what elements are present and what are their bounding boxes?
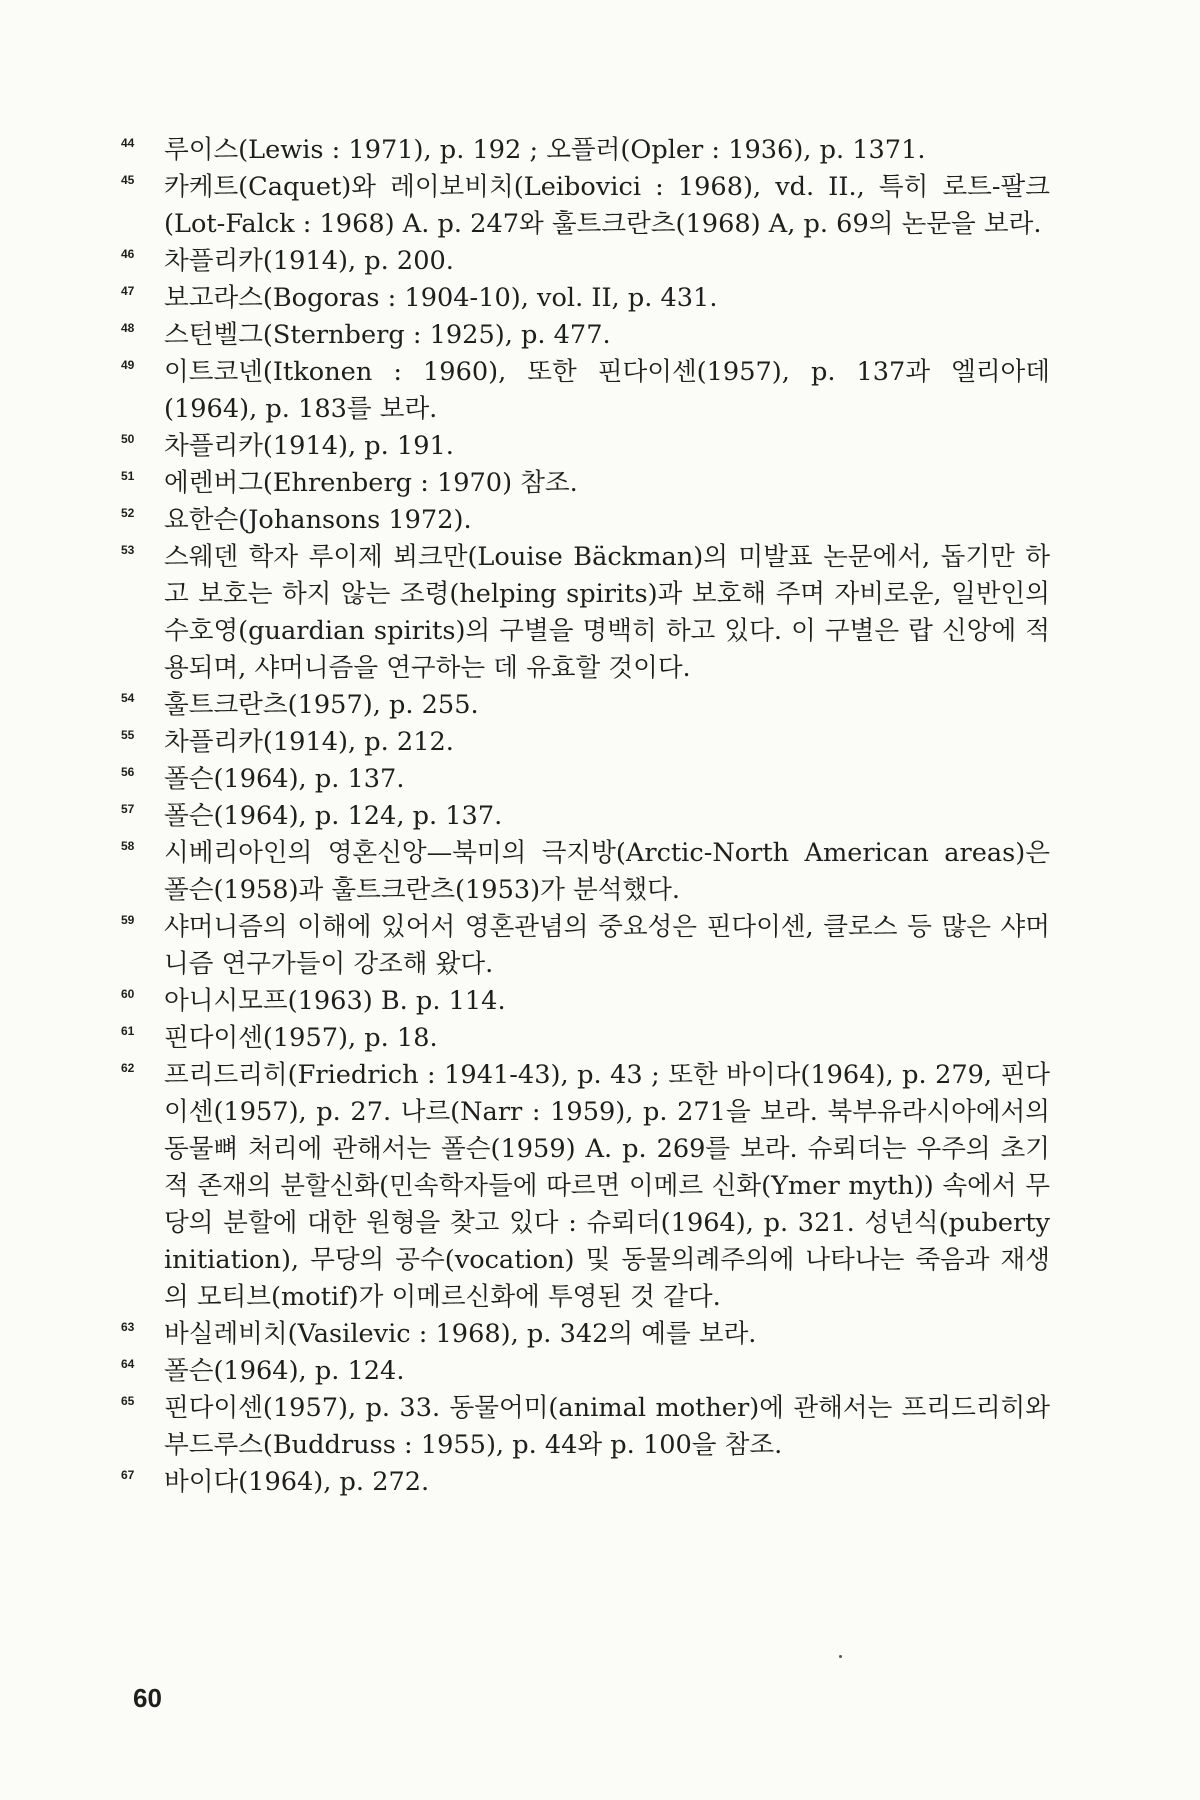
footnote-text: 보고라스(Bogoras : 1904-10), vol. II, p. 431.: [164, 283, 718, 313]
footnote-57: [121, 798, 1050, 835]
footnote-text: 카케트(Caquet)와 레이보비치(Leibovici : 1968), vd. II., 특히 로트-팔크 (Lot-Falck : 1968) A. p. 247와 훌트크란츠(1968) A, p. 69의 논문을 보라.: [164, 172, 1050, 239]
footnote-number: 56: [121, 765, 135, 779]
footnote-number: 47: [121, 284, 135, 298]
footnote-number: 58: [121, 839, 135, 853]
footnote-text: 차플리카(1914), p. 191.: [164, 431, 454, 461]
footnote-text: 바이다(1964), p. 272.: [164, 1467, 430, 1497]
footnote-45: [121, 169, 1050, 243]
footnote-text: 스턴벨그(Sternberg : 1925), p. 477.: [164, 320, 611, 350]
footnote-number: 55: [121, 728, 135, 742]
footnote-number: 45: [121, 173, 135, 187]
footnote-number: 62: [121, 1061, 135, 1075]
footnote-text: 에렌버그(Ehrenberg : 1970) 참조.: [164, 468, 578, 498]
footnote-number: 65: [121, 1394, 135, 1408]
print-speck: [839, 1655, 842, 1658]
footnote-56: [121, 761, 1050, 798]
footnote-text: 시베리아인의 영혼신앙—북미의 극지방(Arctic-North American areas)은 폴슨(1958)과 훌트크란츠(1953)가 분석했다.: [164, 838, 1050, 905]
page-number: 60: [133, 1683, 162, 1713]
footnote-64: [121, 1353, 1050, 1390]
footnote-number: 54: [121, 691, 135, 705]
footnote-text: 스웨덴 학자 루이제 뵈크만(Louise Bäckman)의 미발표 논문에서, 돕기만 하고 보호는 하지 않는 조령(helping spirits)과 보호해 주며 자비로운, 일반인의 수호영(guardian spirits)의 구별을 명백히 하고 있다. 이 구별은 랍 신앙에 적용되며, 샤머니즘을 연구하는 데 유효할 것이다.: [164, 542, 1050, 683]
footnote-47: [121, 280, 1050, 317]
footnote-number: 51: [121, 469, 135, 483]
footnote-55: [121, 724, 1050, 761]
footnote-text: 차플리카(1914), p. 200.: [164, 246, 454, 276]
footnote-number: 49: [121, 358, 135, 372]
footnote-number: 67: [121, 1468, 135, 1482]
footnote-number: 50: [121, 432, 135, 446]
footnote-text: 요한슨(Johansons 1972).: [164, 505, 472, 535]
footnote-60: [121, 983, 1050, 1020]
footnote-number: 64: [121, 1357, 135, 1371]
footnote-text: 이트코넨(Itkonen : 1960), 또한 핀다이센(1957), p. 137과 엘리아데 (1964), p. 183를 보라.: [164, 357, 1050, 424]
footnote-text: 훌트크란츠(1957), p. 255.: [164, 690, 479, 720]
footnote-number: 52: [121, 506, 135, 520]
footnote-51: [121, 465, 1050, 502]
footnote-50: [121, 428, 1050, 465]
footnote-54: [121, 687, 1050, 724]
footnote-text: 폴슨(1964), p. 137.: [164, 764, 405, 794]
footnote-48: [121, 317, 1050, 354]
footnote-list: [121, 132, 1050, 1501]
footnote-number: 44: [121, 136, 135, 150]
footnote-text: 폴슨(1964), p. 124, p. 137.: [164, 801, 503, 831]
footnote-49: [121, 354, 1050, 428]
footnote-65: [121, 1390, 1050, 1464]
footnote-number: 57: [121, 802, 135, 816]
footnote-62: [121, 1057, 1050, 1316]
footnote-number: 61: [121, 1024, 135, 1038]
footnote-number: 60: [121, 987, 135, 1001]
footnote-text: 바실레비치(Vasilevic : 1968), p. 342의 예를 보라.: [164, 1319, 757, 1349]
footnote-text: 핀다이센(1957), p. 18.: [164, 1023, 438, 1053]
footnote-text: 프리드리히(Friedrich : 1941-43), p. 43 ; 또한 바이다(1964), p. 279, 핀다이센(1957), p. 27. 나르(Narr : 1959), p. 271을 보라. 북부유라시아에서의 동물뼈 처리에 관해서는 폴슨(1959) A. p. 269를 보라. 슈뢰더는 우주의 초기적 존재의 분할신화(민속학자들에 따르면 이메르 신화(Ymer myth)) 속에서 무당의 분할에 대한 원형을 찾고 있다 : 슈뢰더(1964), p. 321. 성년식(puberty initiation), 무당의 공수(vocation) 및 동물의례주의에 나타나는 죽음과 재생의 모티브(motif)가 이메르신화에 투영된 것 같다.: [164, 1060, 1050, 1312]
footnote-46: [121, 243, 1050, 280]
footnote-text: 폴슨(1964), p. 124.: [164, 1356, 405, 1386]
footnote-number: 63: [121, 1320, 135, 1334]
footnote-number: 59: [121, 913, 135, 927]
footnote-67: [121, 1464, 1050, 1501]
footnote-text: 차플리카(1914), p. 212.: [164, 727, 454, 757]
footnote-59: [121, 909, 1050, 983]
footnote-text: 아니시모프(1963) B. p. 114.: [164, 986, 506, 1016]
footnote-44: [121, 132, 1050, 169]
footnote-text: 루이스(Lewis : 1971), p. 192 ; 오플러(Opler : 1936), p. 1371.: [164, 135, 926, 165]
footnote-number: 46: [121, 247, 135, 261]
footnote-53: [121, 539, 1050, 687]
footnote-number: 48: [121, 321, 135, 335]
footnote-text: 핀다이센(1957), p. 33. 동물어미(animal mother)에 관해서는 프리드리히와 부드루스(Buddruss : 1955), p. 44와 p. 100을 참조.: [164, 1393, 1050, 1460]
footnote-text: 샤머니즘의 이해에 있어서 영혼관념의 중요성은 핀다이센, 클로스 등 많은 샤머니즘 연구가들이 강조해 왔다.: [164, 912, 1050, 979]
footnote-52: [121, 502, 1050, 539]
footnote-61: [121, 1020, 1050, 1057]
footnote-58: [121, 835, 1050, 909]
footnote-63: [121, 1316, 1050, 1353]
footnote-number: 53: [121, 543, 135, 557]
